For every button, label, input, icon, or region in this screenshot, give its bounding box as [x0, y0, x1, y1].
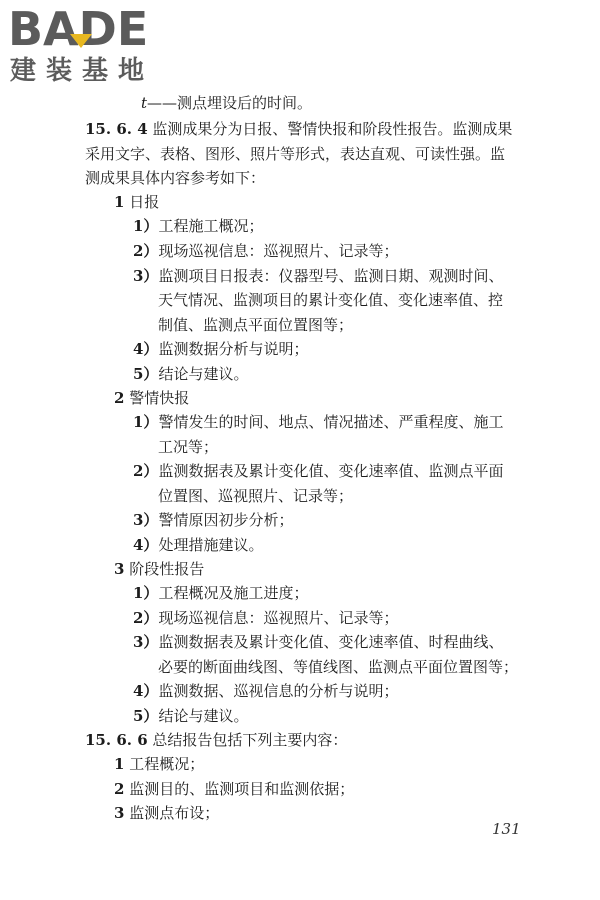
text-line: [114, 778, 354, 800]
text-run: 监测成果分为日报、警情快报和阶段性报告。监测成果: [147, 120, 513, 138]
bade-logo: [8, 4, 176, 90]
text-run: 测成果具体内容参考如下：: [85, 169, 266, 187]
text-line: [114, 191, 159, 213]
text-run: 3: [114, 560, 125, 578]
text-run: t: [141, 94, 148, 112]
text-run: 总结报告包括下列主要内容：: [147, 731, 348, 749]
text-line: [85, 167, 265, 189]
text-line: [114, 387, 189, 409]
text-run: 工程施工概况；: [158, 217, 264, 235]
text-run: 监测数据、巡视信息的分析与说明；: [158, 682, 399, 700]
text-line: [158, 289, 503, 311]
text-run: 采用文字、表格、图形、照片等形式，表达直观、可读性强。监: [85, 145, 506, 163]
text-line: [114, 558, 204, 580]
text-run: 3: [114, 804, 125, 822]
text-run: 阶段性报告: [124, 560, 205, 578]
text-line: [133, 534, 263, 556]
text-run: 警情原因初步分析；: [158, 511, 294, 529]
text-line: [133, 631, 503, 653]
text-run: 现场巡视信息：巡视照片、记录等；: [158, 242, 399, 260]
text-run: 监测数据表及累计变化值、变化速率值、时程曲线、: [158, 633, 504, 651]
text-run: 结论与建议。: [158, 707, 249, 725]
text-run: ——测点埋设后的时间。: [147, 94, 313, 112]
text-line: [133, 680, 398, 702]
text-line: [158, 656, 518, 678]
text-run: 1）: [133, 217, 159, 235]
text-run: 警情快报: [124, 389, 190, 407]
text-run: 15. 6. 6: [85, 731, 148, 749]
text-line: [133, 338, 308, 360]
text-run: 1）: [133, 413, 159, 431]
text-line: [133, 705, 248, 727]
text-run: 天气情况、监测项目的累计变化值、变化速率值、控: [158, 291, 504, 309]
text-run: 2: [114, 389, 125, 407]
text-line: [133, 460, 503, 482]
text-run: 结论与建议。: [158, 365, 249, 383]
text-line: [85, 118, 512, 140]
text-run: 监测目的、监测项目和监测依据；: [124, 780, 355, 798]
text-run: 制值、监测点平面位置图等；: [158, 316, 354, 334]
text-line: [133, 240, 398, 262]
text-run: 日报: [124, 193, 160, 211]
text-run: 4）: [133, 340, 159, 358]
text-run: 3）: [133, 267, 159, 285]
text-run: 5）: [133, 365, 159, 383]
text-run: 1）: [133, 584, 159, 602]
text-run: 工程概况及施工进度；: [158, 584, 309, 602]
text-run: 1: [114, 755, 125, 773]
text-run: 3）: [133, 633, 159, 651]
text-run: 监测数据分析与说明；: [158, 340, 309, 358]
text-run: 2）: [133, 609, 159, 627]
text-run: 现场巡视信息：巡视照片、记录等；: [158, 609, 399, 627]
logo-brand: BADE: [8, 2, 149, 56]
text-run: 1: [114, 193, 125, 211]
text-line: [158, 314, 353, 336]
logo-subtitle: 建装基地: [10, 56, 155, 86]
text-line: [114, 753, 204, 775]
text-line: [158, 436, 218, 458]
text-line: [114, 802, 219, 824]
text-line: [85, 729, 347, 751]
text-line: [133, 215, 263, 237]
text-run: 处理措施建议。: [158, 536, 264, 554]
text-run: 3）: [133, 511, 159, 529]
text-line: [133, 582, 308, 604]
text-run: 工况等；: [158, 438, 219, 456]
text-run: 工程概况；: [124, 755, 205, 773]
text-run: 2）: [133, 242, 159, 260]
text-line: [133, 607, 398, 629]
text-run: 监测数据表及累计变化值、变化速率值、监测点平面: [158, 462, 504, 480]
text-run: 15. 6. 4: [85, 120, 148, 138]
text-run: 5）: [133, 707, 159, 725]
text-run: 4）: [133, 536, 159, 554]
text-line: [158, 485, 353, 507]
text-run: 位置图、巡视照片、记录等；: [158, 487, 354, 505]
text-run: 必要的断面曲线图、等值线图、监测点平面位置图等；: [158, 658, 519, 676]
text-run: 2）: [133, 462, 159, 480]
page-number: 131: [492, 820, 521, 838]
text-run: 2: [114, 780, 125, 798]
text-line: [133, 265, 503, 287]
logo-triangle-icon: [70, 34, 92, 48]
text-run: 4）: [133, 682, 159, 700]
text-run: 监测项目日报表：仪器型号、监测日期、观测时间、: [158, 267, 504, 285]
text-line: [133, 411, 503, 433]
text-run: 监测点布设；: [124, 804, 220, 822]
logo-wordmark: [8, 4, 148, 54]
text-line: [141, 92, 312, 114]
text-line: [133, 509, 293, 531]
text-line: [85, 143, 505, 165]
text-line: [133, 363, 248, 385]
text-run: 警情发生的时间、地点、情况描述、严重程度、施工: [158, 413, 504, 431]
